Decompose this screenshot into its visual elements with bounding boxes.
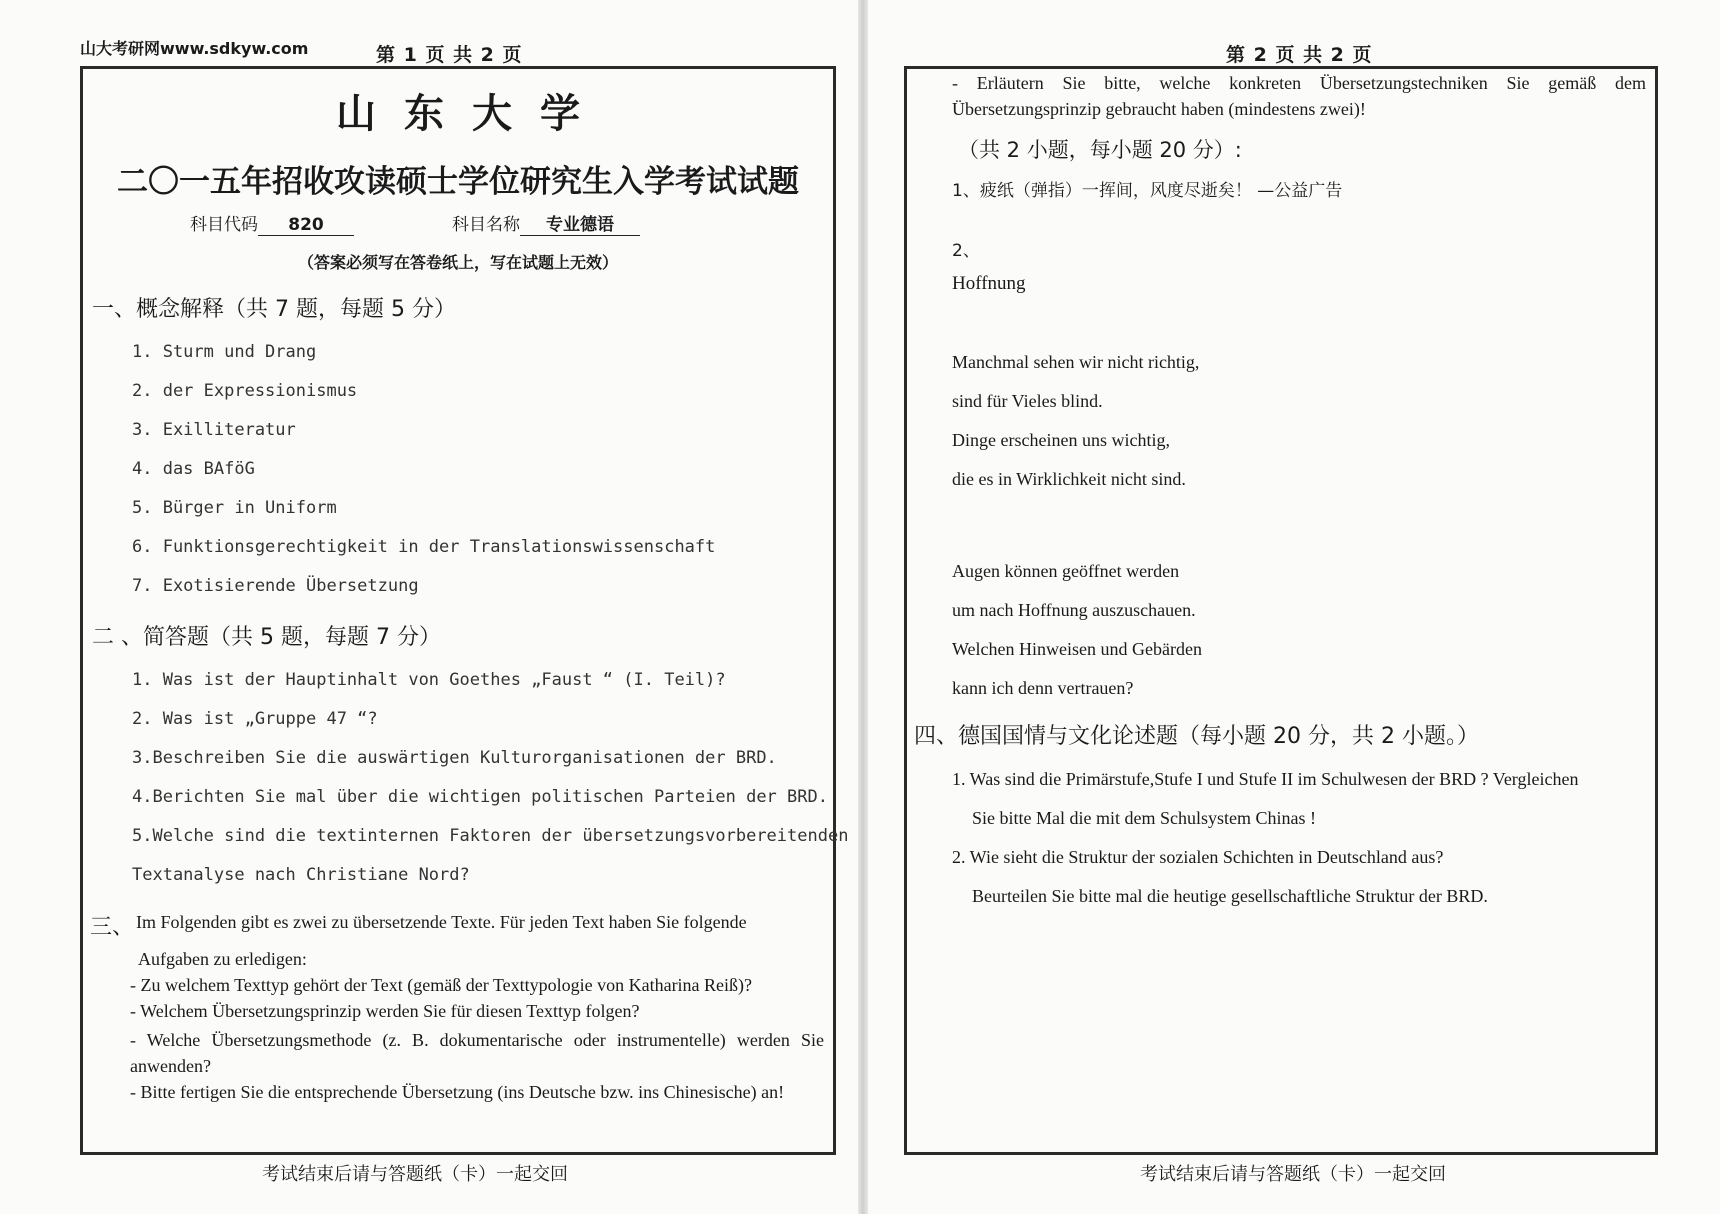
poem-line: sind für Vieles blind. [952, 391, 1103, 411]
section3-prefix: 三、 [90, 915, 135, 940]
section3-task: - Welchem Übersetzungsprinzip werden Sie für diesen Texttyp folgen? [130, 1001, 640, 1021]
section3-task-cont: - Erläutern Sie bitte, welche konkreten Übersetzungstechniken Sie gemäß dem Übersetzungsprinzip gebraucht haben (mindestens zwei)! [952, 73, 1646, 119]
subject-code-label: 科目代码 [190, 215, 258, 235]
section3-task: - Welche Übersetzungsmethode (z. B. dokumentarische oder instrumentelle) werden Sie anwenden? [130, 1030, 824, 1076]
footer-right: 考试结束后请与答题纸（卡）一起交回 [1140, 1164, 1446, 1185]
section1-item: 2. der Expressionismus [132, 381, 358, 401]
section1-item: 1. Sturm und Drang [132, 342, 317, 362]
poem-line: um nach Hoffnung auszuschauen. [952, 600, 1196, 620]
section1-item: 4. das BAföG [132, 459, 255, 479]
poem-line: kann ich denn vertrauen? [952, 678, 1134, 698]
page-number-left: 第 1 页 共 2 页 [376, 44, 523, 66]
page-fold [858, 0, 868, 1214]
section4-line: 2. Wie sieht die Struktur der sozialen Schichten in Deutschland aus? [952, 847, 1444, 867]
section1-item: 5. Bürger in Uniform [132, 498, 337, 518]
subject-name [452, 210, 640, 236]
answer-note: （答案必须写在答卷纸上，写在试题上无效） [297, 253, 618, 272]
section2-item: Textanalyse nach Christiane Nord? [132, 865, 470, 885]
subject-code-value: 820 [258, 215, 354, 236]
site-watermark: 山大考研网www.sdkyw.com [80, 39, 309, 58]
section2-item: 4.Berichten Sie mal über die wichtigen politischen Parteien der BRD. [132, 787, 828, 807]
section2-item: 3.Beschreiben Sie die auswärtigen Kulturorganisationen der BRD. [132, 748, 777, 768]
university-title: 山东大学 [336, 91, 608, 137]
section3-task: - Zu welchem Texttyp gehört der Text (gemäß der Texttypologie von Katharina Reiß)? [130, 975, 753, 995]
translation-q2-number: 2、 [952, 241, 980, 261]
section2-item: 1. Was ist der Hauptinhalt von Goethes „Faust “ (I. Teil)? [132, 670, 726, 690]
footer-left: 考试结束后请与答题纸（卡）一起交回 [262, 1164, 568, 1185]
exam-title: 二〇一五年招收攻读硕士学位研究生入学考试试题 [117, 164, 799, 200]
section2-item: 5.Welche sind die textinternen Faktoren der übersetzungsvorbereitenden [132, 826, 849, 846]
section3-intro: Im Folgenden gibt es zwei zu übersetzende Texte. Für jeden Text haben Sie folgende [136, 912, 747, 932]
poem-line: die es in Wirklichkeit nicht sind. [952, 469, 1186, 489]
section3-task: - Bitte fertigen Sie die entsprechende Übersetzung (ins Deutsche bzw. ins Chinesische) an! [130, 1082, 785, 1102]
section1-item: 6. Funktionsgerechtigkeit in der Translationswissenschaft [132, 537, 716, 557]
subject-name-label: 科目名称 [452, 215, 520, 235]
section4-line: Beurteilen Sie bitte mal die heutige gesellschaftliche Struktur der BRD. [972, 886, 1488, 906]
poem-line: Manchmal sehen wir nicht richtig, [952, 352, 1200, 372]
section4-line: 1. Was sind die Primärstufe,Stufe I und Stufe II im Schulwesen der BRD ? Vergleichen [952, 769, 1579, 789]
poem-line: Welchen Hinweisen und Gebärden [952, 639, 1202, 659]
poem-title: Hoffnung [952, 273, 1026, 294]
translation-subheading: （共 2 小题，每小题 20 分）: [958, 138, 1242, 162]
poem-line: Dinge erscheinen uns wichtig, [952, 430, 1170, 450]
translation-q1: 1、疲纸（弹指）一挥间，风度尽逝矣！ —公益广告 [952, 181, 1343, 201]
poem-line: Augen können geöffnet werden [952, 561, 1180, 581]
section2-heading: 二 、简答题（共 5 题，每题 7 分） [92, 625, 441, 650]
section1-item: 3. Exilliteratur [132, 420, 296, 440]
section4-line: Sie bitte Mal die mit dem Schulsystem Chinas ! [972, 808, 1316, 828]
page-number-right: 第 2 页 共 2 页 [1226, 44, 1373, 66]
section1-heading: 一、概念解释（共 7 题，每题 5 分） [92, 297, 456, 322]
section2-item: 2. Was ist „Gruppe 47 “? [132, 709, 378, 729]
section3-intro-cont: Aufgaben zu erledigen: [138, 949, 307, 969]
subject-code [190, 210, 354, 236]
section1-item: 7. Exotisierende Übersetzung [132, 576, 419, 596]
section4-heading: 四、德国国情与文化论述题（每小题 20 分，共 2 小题。） [914, 724, 1479, 749]
subject-name-value: 专业德语 [520, 210, 640, 236]
